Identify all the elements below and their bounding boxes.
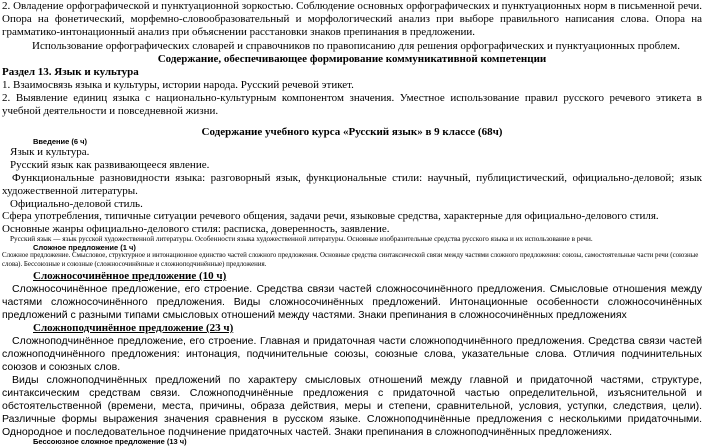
paragraph-subordinate-1: Сложноподчинённое предложение, его строение. Главная и придаточная части сложноподчинённого предложения. Средства связи частей сложноподчинённого предложения: интонация, подчинительные союзы, союзные слова, указательные слова. Отличия подчинительных союзов и союзных слов. <box>2 335 702 373</box>
paragraph-dictionaries: Использование орфографических словарей и справочников по правописанию для решения орфографических и пунктуационных проблем. <box>32 40 680 52</box>
paragraph-functional-styles: Функциональные разновидности языка: разговорный язык, функциональные стили: научный, публицистический, официально-деловой; язык художественной литературы. <box>2 172 702 197</box>
paragraph-orthography: 2. Овладение орфографической и пунктуационной зоркостью. Соблюдение основных орфографических и пунктуационных норм в письменной речи. Опора на фонетический, морфемно-словообразовательный и морфологический анализ при выборе правильного написания слова. Опора на грамматико-интонационный анализ при объяснении расстановки знаков препинания в предложении. <box>2 0 702 38</box>
paragraph-official-style: Официально-деловой стиль. <box>10 198 143 210</box>
paragraph-complex-sentence: Сложное предложение. Смысловое, структурное и интонационное единство частей сложного предложения. Основные средства синтаксической связи между частями сложного предложения: союзы, самостоятельные части речи (союзные слова). Бессоюзные и союзные (сложносочинённые и сложноподчинённые) предложения. <box>2 252 699 268</box>
complex-sentence-heading: Сложное предложение (1 ч) <box>33 243 136 252</box>
section-13-heading: Раздел 13. Язык и культура <box>2 66 139 78</box>
course-title: Содержание учебного курса «Русский язык» в 9 классе (68ч) <box>201 126 503 138</box>
intro-line-2: Русский язык как развивающееся явление. <box>10 159 210 171</box>
list-item-1: 1. Взаимосвязь языка и культуры, истории народа. Русский речевой этикет. <box>2 79 354 91</box>
paragraph-compound-sentence: Сложносочинённое предложение, его строение. Средства связи частей сложносочинённого предложения. Смысловые отношения между частями сложносочинённого предложения. Виды сложносочинённых предложений. Интонационные особенности сложносочинённых предложений с разными типами смысловых отношений между частями. Знаки препинания в сложносочинённых предложениях <box>2 283 702 321</box>
compound-sentence-heading: Сложносочинённое предложение (10 ч) <box>33 270 227 282</box>
intro-line-1: Язык и культура. <box>10 146 90 158</box>
paragraph-literary-language: Русский язык — язык русской художественной литературы. Особенности языка художественной литературы. Основные изобразительные средства русского языка и их использование в речи. <box>10 235 593 243</box>
intro-heading: Введение (6 ч) <box>33 137 88 146</box>
heading-communicative: Содержание, обеспечивающее формирование коммуникативной компетенции <box>157 53 547 65</box>
list-item-2: 2. Выявление единиц языка с национально-культурным компонентом значения. Уместное использование правил русского речевого этикета в учебной деятельности и повседневной жизни. <box>2 92 702 117</box>
asyndetic-sentence-heading: Бессоюзное сложное предложение (13 ч) <box>33 437 187 446</box>
subordinate-sentence-heading: Сложноподчинённое предложение (23 ч) <box>33 322 234 334</box>
paragraph-sphere: Сфера употребления, типичные ситуации речевого общения, задачи речи, языковые средства, характерные для официально-делового стиля. Основные жанры официально-делового стиля: расписка, доверенность, заявление. <box>2 210 659 235</box>
paragraph-subordinate-2: Виды сложноподчинённых предложений по характеру смысловых отношений между главной и придаточной частями, структуре, синтаксическим средствам связи. Сложноподчинённые предложения с придаточной частью определительной, изъяснительной и обстоятельственной (времени, места, причины, образа действия, меры и степени, сравнительной, условия, уступки, следствия, цели). Различные формы выражения значения сравнения в русском языке. Сложноподчинённые предложения с несколькими придаточными. Однородное и последовательное подчинение придаточных частей. Знаки препинания в сложноподчинённых предложениях. <box>2 374 702 438</box>
